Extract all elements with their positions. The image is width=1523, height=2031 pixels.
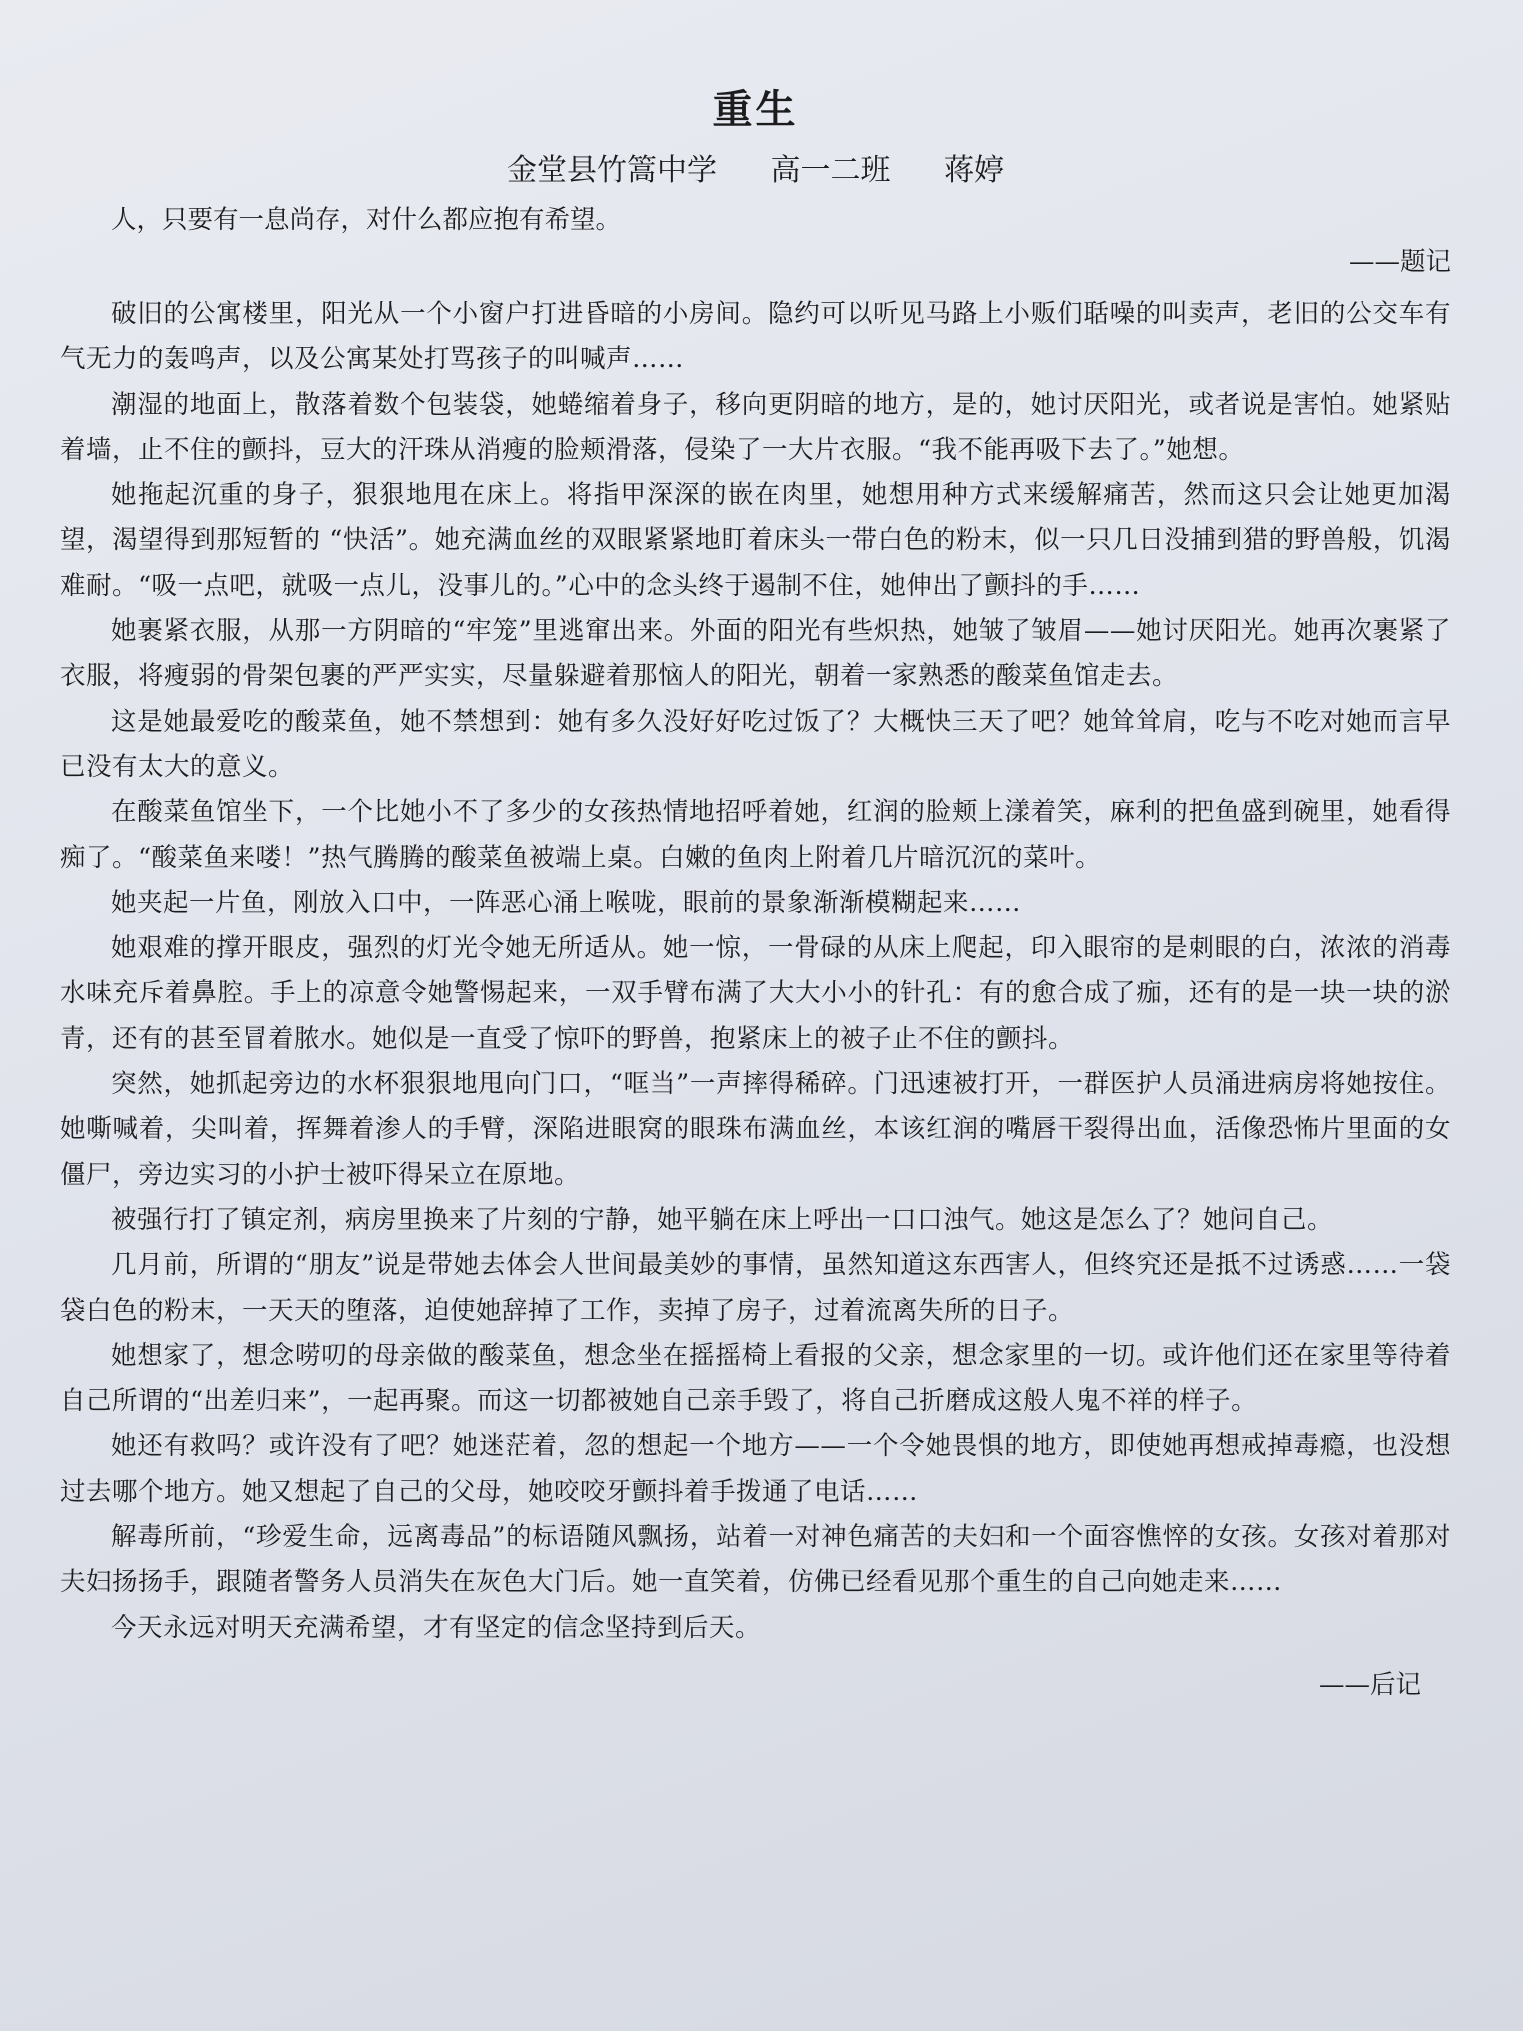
afterword-label: ——后记 [1318,1669,1421,1700]
author-school: 金堂县竹篙中学 [506,153,717,188]
paragraph: 她拖起沉重的身子，狠狠地甩在床上。将指甲深深的嵌在肉里，她想用种方式来缓解痛苦，然而这只会让她更加渴望，渴望得到那短暂的 “快活”。她充满血丝的双眼紧紧地盯着床头一带白色的粉末，似一只几日没捕到猎的野兽般，饥渴难耐。“吸一点吧，就吸一点儿，没事儿的。”心中的念头终于遏制不住，她伸出了颤抖的手…… [60,480,1451,601]
paragraph: 在酸菜鱼馆坐下，一个比她小不了多少的女孩热情地招呼着她，红润的脸颊上漾着笑，麻利的把鱼盛到碗里，她看得痴了。“酸菜鱼来喽！”热气腾腾的酸菜鱼被端上桌。白嫩的鱼肉上附着几片暗沉沉的菜叶。 [60,797,1451,873]
epigraph: 人，只要有一息尚存，对什么都应抱有希望。 [111,205,622,235]
paragraph: 她想家了，想念唠叨的母亲做的酸菜鱼，想念坐在摇摇椅上看报的父亲，想念家里的一切。或许他们还在家里等待着自己所谓的“出差归来”，一起再聚。而这一切都被她自己亲手毁了，将自己折磨成这般人鬼不祥的样子。 [60,1340,1451,1417]
paragraph: 解毒所前，“珍爱生命，远离毒品”的标语随风飘扬，站着一对神色痛苦的夫妇和一个面容憔悴的女孩。女孩对着那对夫妇扬扬手，跟随者警务人员消失在灰色大门后。她一直笑着，仿佛已经看见那个重生的自己向她走来…… [60,1522,1451,1598]
author-class: 高一二班 [770,153,891,188]
page-title: 重生 [712,86,799,133]
paragraph: 她裹紧衣服，从那一方阴暗的“牢笼”里逃窜出来。外面的阳光有些炽热，她皱了皱眉——她讨厌阳光。她再次裹紧了衣服，将瘦弱的骨架包裹的严严实实，尽量躲避着那恼人的阳光，朝着一家熟悉的酸菜鱼馆走去。 [60,616,1451,692]
closing-paragraph: 今天永远对明天充满希望，才有坚定的信念坚持到后天。 [111,1612,762,1643]
article-body [60,292,1451,1651]
paragraph: 她还有救吗？或许没有了吧？她迷茫着，忽的想起一个地方——一个令她畏惧的地方，即使她再想戒掉毒瘾，也没想过去哪个地方。她又想起了自己的父母，她咬咬牙颤抖着手拨通了电话…… [60,1431,1451,1507]
paragraph: 破旧的公寓楼里，阳光从一个小窗户打进昏暗的小房间。隐约可以听见马路上小贩们聒噪的叫卖声，老旧的公交车有气无力的轰鸣声，以及公寓某处打骂孩子的叫喊声…… [60,299,1451,375]
paragraph: 被强行打了镇定剂，病房里换来了片刻的宁静，她平躺在床上呼出一口口浊气。她这是怎么了？她问自己。 [111,1204,1334,1235]
paragraph: 这是她最爱吃的酸菜鱼，她不禁想到：她有多久没好好吃过饭了？大概快三天了吧？她耸耸肩，吃与不吃对她而言早已没有太大的意义。 [60,706,1451,782]
paragraph: 她艰难的撑开眼皮，强烈的灯光令她无所适从。她一惊，一骨碌的从床上爬起，印入眼帘的是刺眼的白，浓浓的消毒水味充斥着鼻腔。手上的凉意令她警惕起来，一双手臂布满了大大小小的针孔：有的愈合成了痂，还有的是一块一块的淤青，还有的甚至冒着脓水。她似是一直受了惊吓的野兽，抱紧床上的被子止不住的颤抖。 [60,933,1451,1054]
paragraph: 几月前，所谓的“朋友”说是带她去体会人世间最美妙的事情，虽然知道这东西害人，但终究还是抵不过诱惑……一袋袋白色的粉末，一天天的堕落，迫使她辞掉了工作，卖掉了房子，过着流离失所的日子。 [60,1250,1451,1326]
paragraph: 潮湿的地面上，散落着数个包装袋，她蜷缩着身子，移向更阴暗的地方，是的，她讨厌阳光，或者说是害怕。她紧贴着墙，止不住的颤抖，豆大的汗珠从消瘦的脸颊滑落，侵染了一大片衣服。“我不能再吸下去了。”她想。 [60,389,1451,465]
epigraph-label: ——题记 [1348,247,1451,277]
byline [60,152,1451,190]
paragraph: 突然，她抓起旁边的水杯狠狠地甩向门口，“哐当”一声摔得稀碎。门迅速被打开，一群医护人员涌进病房将她按住。她嘶喊着，尖叫着，挥舞着渗人的手臂，深陷进眼窝的眼珠布满血丝，本该红润的嘴唇干裂得出血，活像恐怖片里面的女僵尸，旁边实习的小护士被吓得呆立在原地。 [60,1069,1451,1190]
author-name: 蒋婷 [944,153,1005,188]
paragraph: 她夹起一片鱼，刚放入口中，一阵恶心涌上喉咙，眼前的景象渐渐模糊起来…… [111,887,1022,918]
